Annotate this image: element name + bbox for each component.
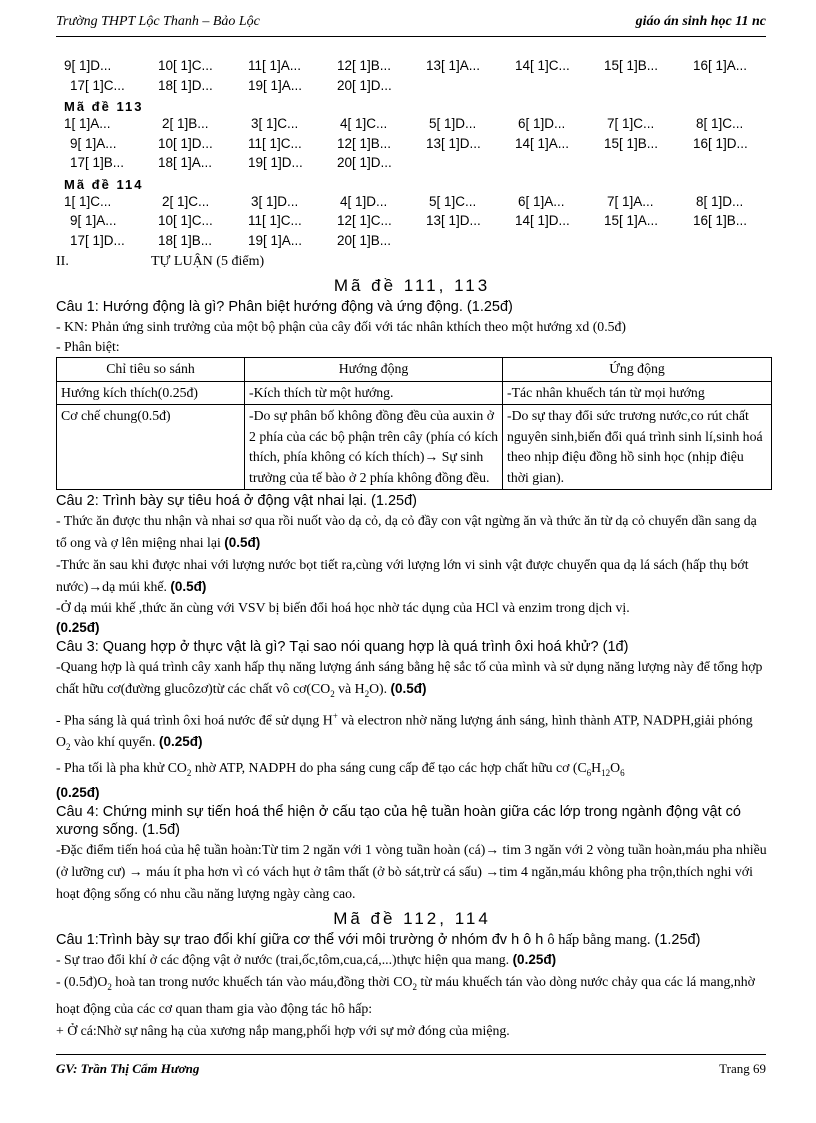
points-label: (0.25đ)	[159, 734, 203, 750]
answer-text	[56, 554, 768, 598]
answer-item: 19[ 1]D...	[248, 155, 303, 170]
answer-text-body: O).	[369, 681, 388, 696]
answer-item: 1[ 1]C...	[64, 193, 112, 209]
answer-text-body: - Sự trao đổi khí ở các động vật ở nước (trai,ốc,tôm,cua,cá,...)thực hiện qua mang.	[56, 951, 510, 967]
answer-item: 1[ 1]A...	[64, 116, 111, 131]
answer-text: + Ở cá:Nhờ sự nâng hạ của xương nắp mang,phối hợp với sự mở đóng của miệng.	[56, 1022, 510, 1038]
footer-teacher: GV: Trần Thị Cẩm Hương	[56, 1061, 200, 1076]
answer-item: 6[ 1]D...	[518, 116, 566, 131]
points-label: (0.25đ)	[56, 620, 100, 635]
answer-item: 10[ 1]C...	[158, 213, 213, 228]
answer-text-body: - Pha tối là pha khử CO	[56, 760, 187, 776]
points-label: (0.25đ)	[56, 784, 100, 800]
answer-text	[56, 656, 768, 705]
answer-row	[56, 213, 768, 233]
points-label: (0.5đ)	[224, 535, 261, 550]
table-header-cell: Ứng động	[503, 358, 772, 382]
answer-item: 8[ 1]D...	[696, 193, 744, 209]
answer-row	[56, 116, 768, 136]
answer-item: 9[ 1]A...	[70, 213, 117, 228]
answer-text-body: O	[610, 760, 621, 776]
answer-item: 19[ 1]A...	[248, 232, 303, 248]
answer-item: 17[ 1]C...	[70, 77, 125, 93]
table-header-cell: Hướng động	[245, 358, 503, 382]
answer-row	[56, 136, 768, 156]
question-title-text: Câu 1:Trình bày sự trao đổi khí giữa cơ thể với môi trường ở nhóm đv h ô h	[56, 931, 544, 948]
answer-text-body: hoà tan trong nước khuếch tán vào máu,đồng thời CO	[111, 973, 413, 989]
answer-text: -Đặc điểm tiến hoá của hệ tuần hoàn:Từ tim 2 ngăn với 1 vòng tuần hoàn (cá)→ tim 3 ngăn với 2 vòng tuần hoàn,máu pha nhiều (ở lưỡng cư) → máu ít pha hơn vì có vách hụt ở tâm thất (ở bò sát,trừ cá sấu) →tim 4 ngăn,máu không pha trộn,thích nghi với hoạt động sống có nhu cầu năng lượng ngày càng cao.	[56, 841, 767, 901]
section-number: II.	[56, 254, 69, 269]
answer-text-body: và H	[334, 681, 365, 696]
table-header-cell: Chỉ tiêu so sánh	[57, 358, 245, 382]
header-subject: giáo án sinh học 11 nc	[635, 14, 766, 29]
subscript: 12	[601, 767, 611, 778]
points-label: (1.25đ)	[654, 931, 701, 948]
subscript: 2	[330, 688, 335, 699]
answer-item: 17[ 1]B...	[70, 155, 125, 170]
answer-text	[56, 758, 768, 803]
answer-text-body: -Thức ăn sau khi được nhai với lượng nước bọt tiết ra,cùng với lượng lớn vi sinh vật được chuyển qua dạ lá sách (hấp thụ bớt nước)→dạ múi khế.	[56, 557, 749, 594]
answer-item: 17[ 1]D...	[70, 232, 125, 248]
exam-code-title: Mã đề 111, 113	[333, 276, 491, 295]
answer-text	[56, 971, 768, 1020]
answer-item: 3[ 1]D...	[251, 193, 299, 209]
code-114-title: Mã đề 114	[64, 176, 144, 192]
answer-item: 16[ 1]D...	[693, 135, 748, 151]
answer-text-body: và electron nhờ năng lượng ánh sáng, hình thành ATP, NADPH,giải phóng O	[56, 712, 753, 750]
answer-item: 2[ 1]C...	[162, 193, 210, 209]
table-cell: -Kích thích từ một hướng.	[245, 381, 503, 405]
points-label: (0.25đ)	[512, 951, 557, 967]
answer-item: 11[ 1]A...	[248, 58, 302, 73]
header-school: Trường THPT Lộc Thanh – Bảo Lộc	[56, 14, 260, 29]
answer-item: 4[ 1]C...	[340, 116, 388, 131]
subscript: 6	[586, 767, 592, 778]
answer-item: 18[ 1]B...	[158, 232, 213, 248]
comparison-table	[56, 357, 772, 490]
answer-item: 13[ 1]A...	[426, 58, 481, 73]
section-heading	[56, 252, 768, 274]
table-cell: Cơ chế chung(0.5đ)	[57, 405, 245, 490]
answer-text-body: - Thức ăn được thu nhận và nhai sơ qua rồi nuốt vào dạ cỏ, dạ cỏ đầy con vật ngừng ăn và thức ăn từ dạ cỏ chuyển dần sang dạ tổ ong và ợ lên miệng nhai lại	[56, 513, 757, 550]
question-title	[56, 931, 768, 949]
subscript: 6	[620, 767, 625, 778]
answer-text-body: - (0.5đ)O	[56, 973, 108, 989]
answer-text	[56, 598, 768, 638]
answer-item: 11[ 1]C...	[248, 213, 302, 228]
question-title: Câu 3: Quang hợp ở thực vật là gì? Tại sao nói quang hợp là quá trình ôxi hoá khử? (1đ)	[56, 639, 629, 655]
answer-item: 6[ 1]A...	[518, 193, 565, 209]
answer-text	[56, 949, 768, 971]
answer-item: 16[ 1]B...	[693, 213, 748, 228]
answer-item: 19[ 1]A...	[248, 77, 303, 93]
answer-item: 14[ 1]C...	[515, 58, 570, 73]
exam-code-title: Mã đề 112, 114	[333, 908, 491, 928]
answer-item: 2[ 1]B...	[162, 116, 209, 131]
page-number: Trang 69	[719, 1061, 766, 1076]
answer-item: 11[ 1]C...	[248, 135, 302, 151]
question-title-text: ô hấp bằng mang.	[547, 931, 651, 948]
table-cell: -Tác nhân khuếch tán từ mọi hướng	[503, 381, 772, 405]
question-title: Câu 2: Trình bày sự tiêu hoá ở động vật nhai lại. (1.25đ)	[56, 493, 417, 509]
page-content	[56, 58, 768, 1042]
answer-item: 20[ 1]B...	[337, 232, 392, 248]
answer-row	[56, 58, 768, 78]
answer-item: 18[ 1]A...	[158, 155, 213, 170]
answer-item: 13[ 1]D...	[426, 135, 481, 151]
answer-row	[56, 78, 768, 98]
answer-text-body: - Pha sáng là quá trình ôxi hoá nước để sử dụng H	[56, 712, 333, 728]
answer-text: - Phân biệt:	[56, 339, 120, 354]
answer-item: 12[ 1]B...	[337, 135, 392, 151]
table-cell: Hướng kích thích(0.25đ)	[57, 381, 245, 405]
answer-text: - KN: Phản ứng sinh trưởng của một bộ phận của cây đối với tác nhân kthích theo một hướng xd (0.5đ)	[56, 319, 627, 334]
answer-row	[56, 233, 768, 253]
answer-item: 12[ 1]B...	[337, 58, 392, 73]
answer-item: 10[ 1]C...	[158, 58, 213, 73]
answer-item: 5[ 1]C...	[429, 193, 477, 209]
page-header	[56, 8, 766, 37]
answer-row	[56, 194, 768, 214]
table-header-row	[57, 358, 772, 382]
answer-item: 5[ 1]D...	[429, 116, 477, 131]
question-title: Câu 4: Chứng minh sự tiến hoá thể hiện ở cấu tạo của hệ tuần hoàn giữa các lớp trong ngành động vật có xương sống. (1.5đ)	[56, 803, 741, 838]
answer-item: 10[ 1]D...	[158, 135, 213, 151]
answer-item: 13[ 1]D...	[426, 213, 481, 228]
table-cell: -Do sự phân bố không đồng đều của auxin ở 2 phía của các bộ phận trên cây (phía có kích thích, phía không có kích thích)→ Sự sinh trưởng của tế bào ở 2 phía không đồng đều.	[245, 405, 503, 490]
points-label: (0.5đ)	[390, 681, 427, 696]
answer-row	[56, 155, 768, 175]
answer-item: 14[ 1]A...	[515, 135, 570, 151]
page-footer	[56, 1054, 766, 1079]
answer-item: 15[ 1]A...	[604, 213, 659, 228]
answer-item: 20[ 1]D...	[337, 77, 392, 93]
answer-item: 8[ 1]C...	[696, 116, 744, 131]
table-row	[57, 381, 772, 405]
answer-item: 4[ 1]D...	[340, 193, 388, 209]
answer-item: 9[ 1]D...	[64, 58, 112, 73]
question-title: Câu 1: Hướng động là gì? Phân biệt hướng động và ứng động. (1.25đ)	[56, 299, 513, 315]
answer-item: 15[ 1]B...	[604, 135, 659, 151]
answer-item: 14[ 1]D...	[515, 213, 570, 228]
subscript: 2	[65, 742, 71, 753]
answer-item: 16[ 1]A...	[693, 58, 748, 73]
code-113-title: Mã đề 113	[64, 99, 144, 114]
subscript: 2	[107, 981, 112, 992]
answer-text-body: -Ở dạ múi khế ,thức ăn cùng với VSV bị biến đổi hoá học nhờ tác dụng của HCl và enzim trong dịch vị.	[56, 600, 630, 615]
table-cell: -Do sự thay đổi sức trương nước,co rút chất nguyên sinh,biến đổi quá trình sinh lí,sinh hoá theo nhịp điệu đồng hồ sinh học (nhịp điệu thời gian).	[503, 405, 772, 490]
answer-text	[56, 510, 768, 554]
answer-text-body: H	[591, 760, 602, 776]
answer-text-body: vào khí quyển.	[70, 734, 156, 750]
answer-item: 15[ 1]B...	[604, 58, 659, 73]
answer-item: 7[ 1]C...	[607, 116, 655, 131]
subscript: 2	[364, 688, 370, 699]
answer-text	[56, 705, 768, 758]
section-title: TỰ LUẬN (5 điểm)	[151, 254, 265, 269]
answer-item: 3[ 1]C...	[251, 116, 299, 131]
points-label: (0.5đ)	[170, 579, 207, 594]
superscript: +	[332, 710, 338, 721]
answer-text-body: -Quang hợp là quá trình cây xanh hấp thụ năng lượng ánh sáng bằng hệ sắc tố của mình và sử dụng năng lượng này để tổng hợp chất hữu cơ(đường glucôzơ)từ các chất vô cơ(CO	[56, 659, 763, 696]
subscript: 2	[186, 767, 192, 778]
table-row	[57, 405, 772, 490]
answer-item: 18[ 1]D...	[158, 77, 213, 93]
answer-item: 9[ 1]A...	[70, 135, 117, 151]
answer-text-body: từ máu khuếch tán vào dòng nước chảy qua các lá mang,nhờ hoạt động của các cơ quan tham gia vào động tác hô hấp:	[56, 973, 755, 1016]
answer-item: 12[ 1]C...	[337, 213, 392, 228]
subscript: 2	[412, 981, 417, 992]
answer-item: 7[ 1]A...	[607, 193, 654, 209]
answer-text-body: nhờ ATP, NADPH do pha sáng cung cấp để tạo các hợp chất hữu cơ (C	[191, 760, 587, 776]
answer-item: 20[ 1]D...	[337, 155, 392, 170]
